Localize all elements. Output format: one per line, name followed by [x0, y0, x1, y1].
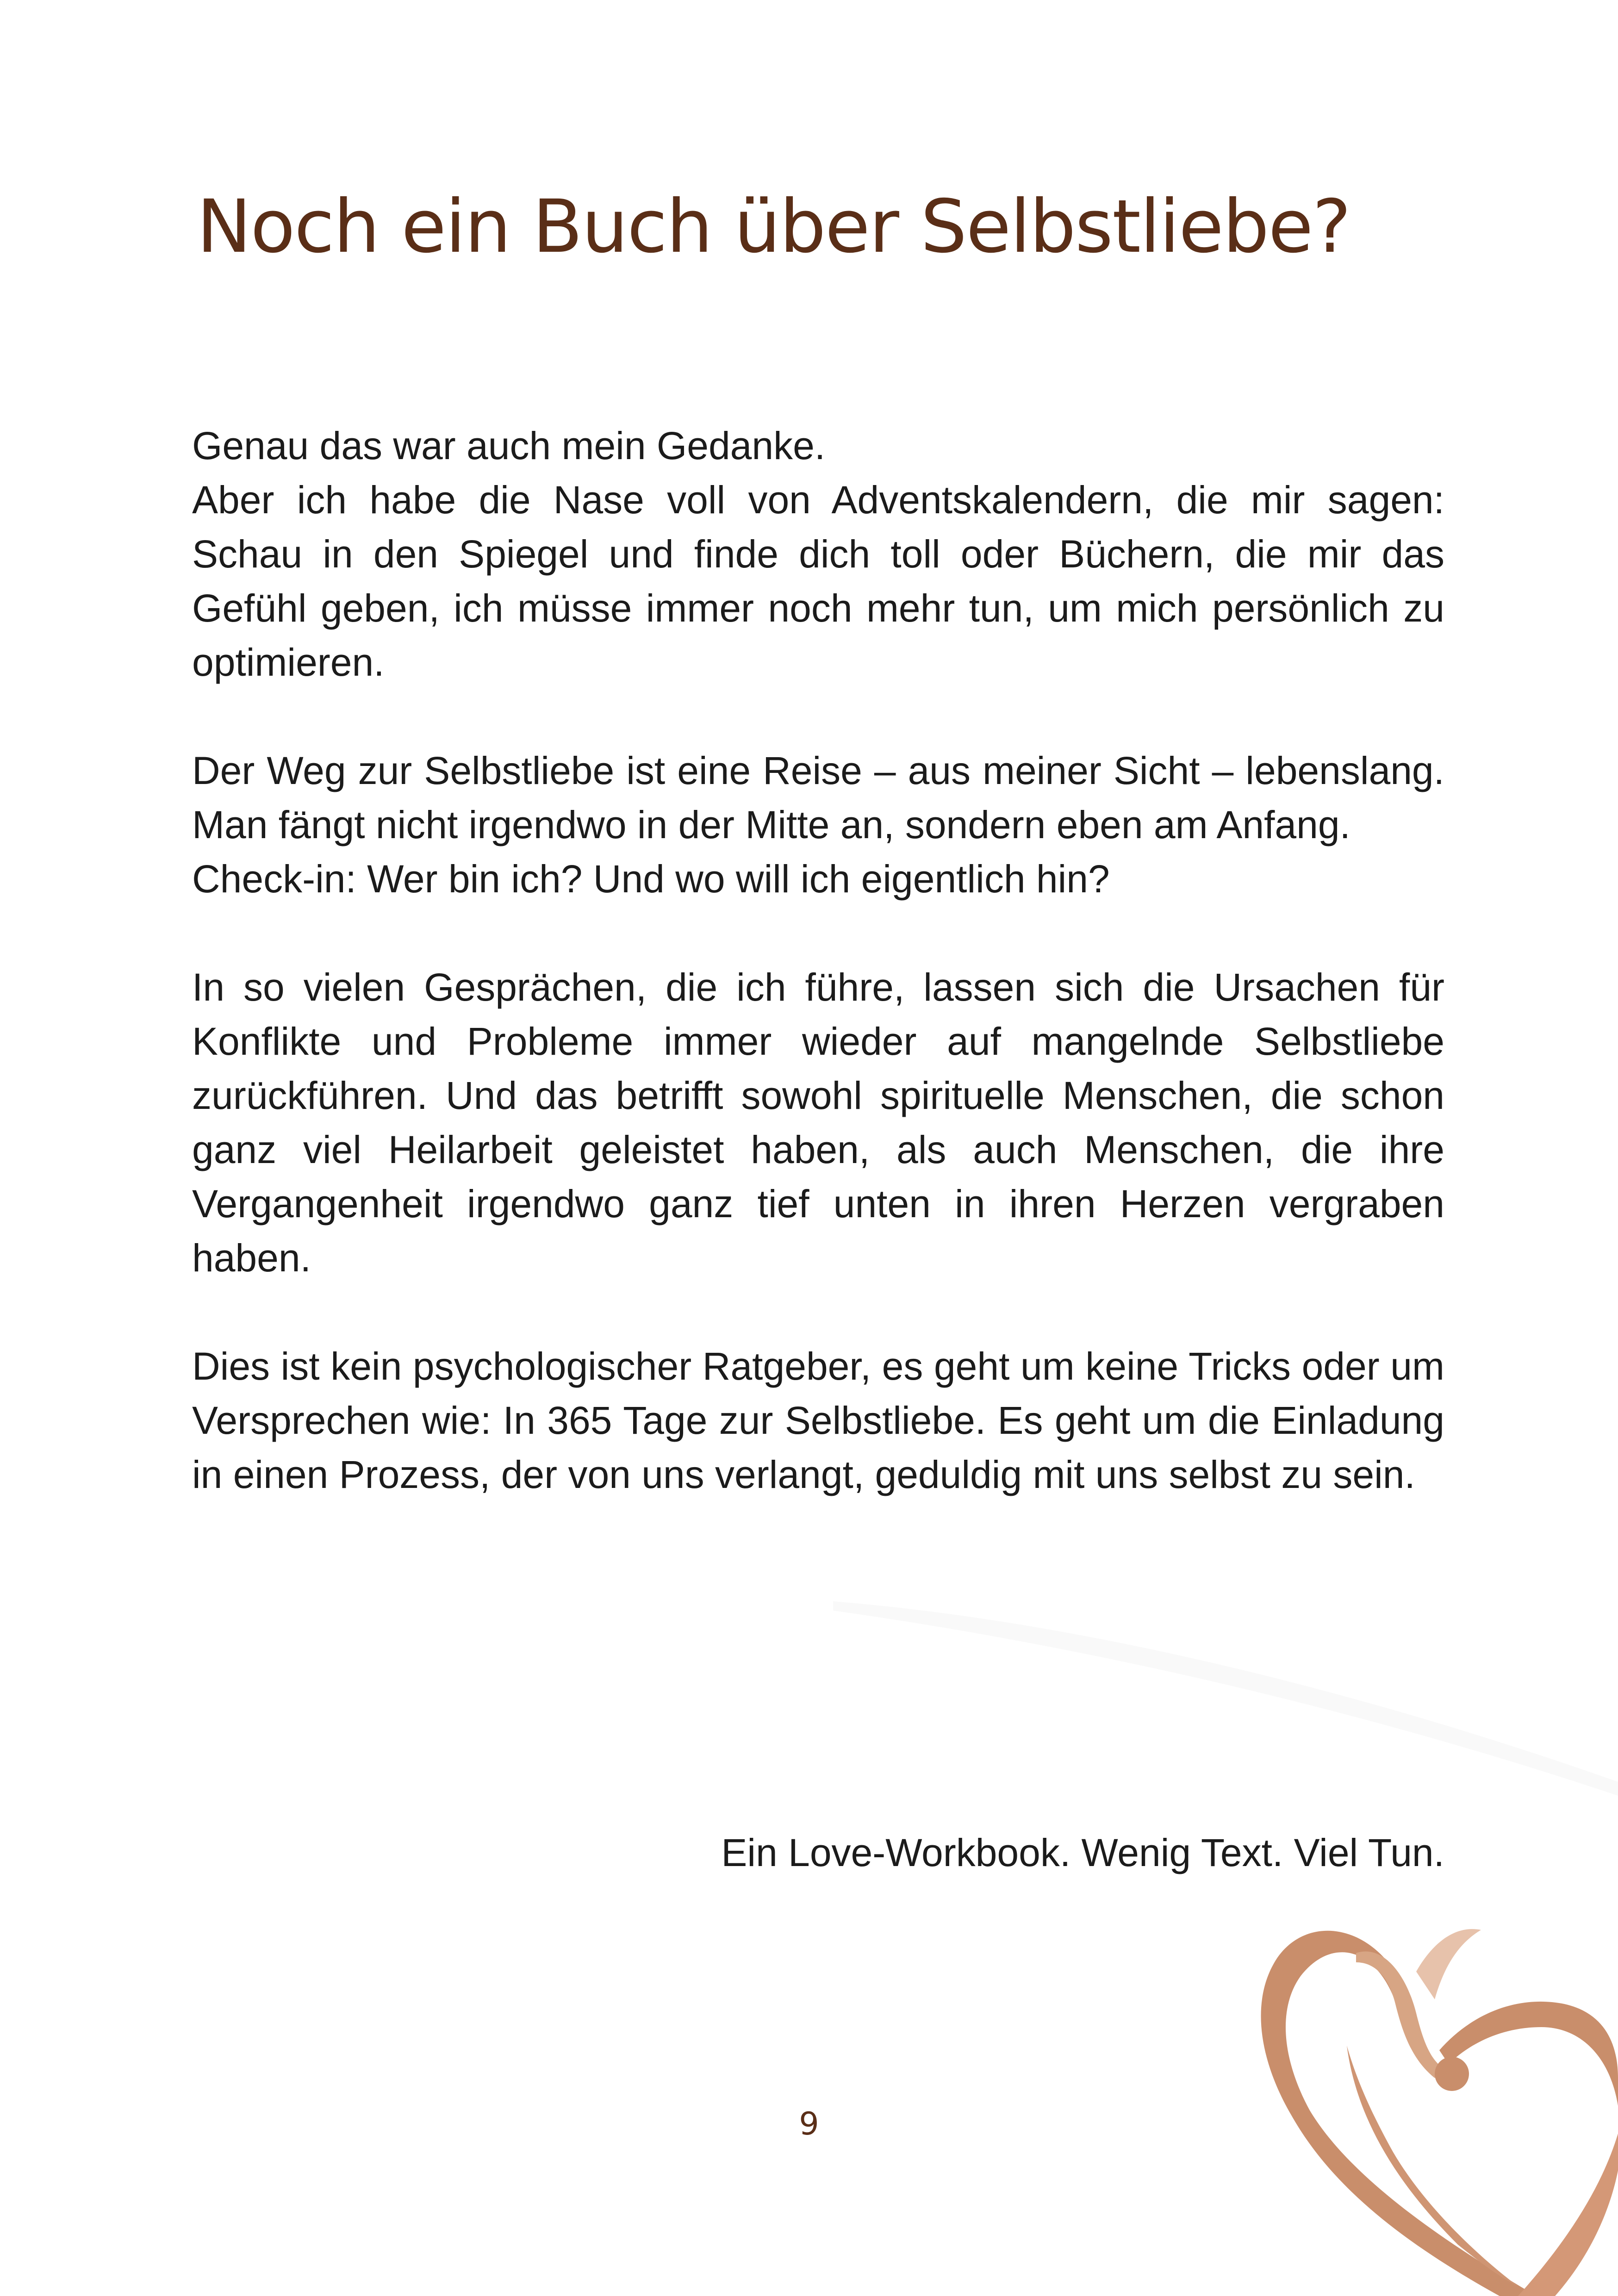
paragraph-1-line-1: Genau das war auch mein Gedanke. — [192, 424, 826, 467]
paragraph-1 — [192, 419, 1444, 690]
tagline: Ein Love-Workbook. Wenig Text. Viel Tun. — [721, 1831, 1444, 1874]
page-number: 9 — [799, 2106, 819, 2142]
heart-ribbon-icon — [1240, 1893, 1618, 2296]
paragraph-4-text: Dies ist kein psychologischer Ratgeber, es geht um keine Tricks oder um Versprechen wie: In 365 Tage zur Selbstliebe. Es geht um die Einladung in einen Prozess, der von uns verlangt, geduldig mit uns selbst zu sein. — [192, 1344, 1444, 1496]
background-swoosh — [833, 1564, 1618, 1796]
paragraph-3-text: In so vielen Gesprächen, die ich führe, lassen sich die Ursachen für Konflikte und Probleme immer wieder auf mangelnde Selbstliebe zurückführen. Und das betrifft sowohl spirituelle Menschen, die schon ganz viel Heilarbeit geleistet haben, als auch Menschen, die ihre Vergangenheit irgendwo ganz tief unten in ihren Herzen vergraben haben. — [192, 965, 1444, 1280]
paragraph-2 — [192, 744, 1444, 906]
paragraph-1-line-2: Aber ich habe die Nase voll von Adventskalendern, die mir sagen: Schau in den Spiegel und finde dich toll oder Büchern, die mir das Gefühl geben, ich müsse immer noch mehr tun, um mich persönlich zu optimieren. — [192, 478, 1444, 684]
body-text — [192, 419, 1444, 1556]
page-title: Noch ein Buch über Selbstliebe? — [197, 184, 1350, 269]
paragraph-4 — [192, 1339, 1444, 1502]
paragraph-3 — [192, 960, 1444, 1285]
paragraph-2-line-1: Der Weg zur Selbstliebe ist eine Reise – aus meiner Sicht – lebenslang. Man fängt nicht irgendwo in der Mitte an, sondern eben am Anfang. — [192, 749, 1444, 846]
paragraph-2-line-2: Check-in: Wer bin ich? Und wo will ich eigentlich hin? — [192, 857, 1110, 901]
